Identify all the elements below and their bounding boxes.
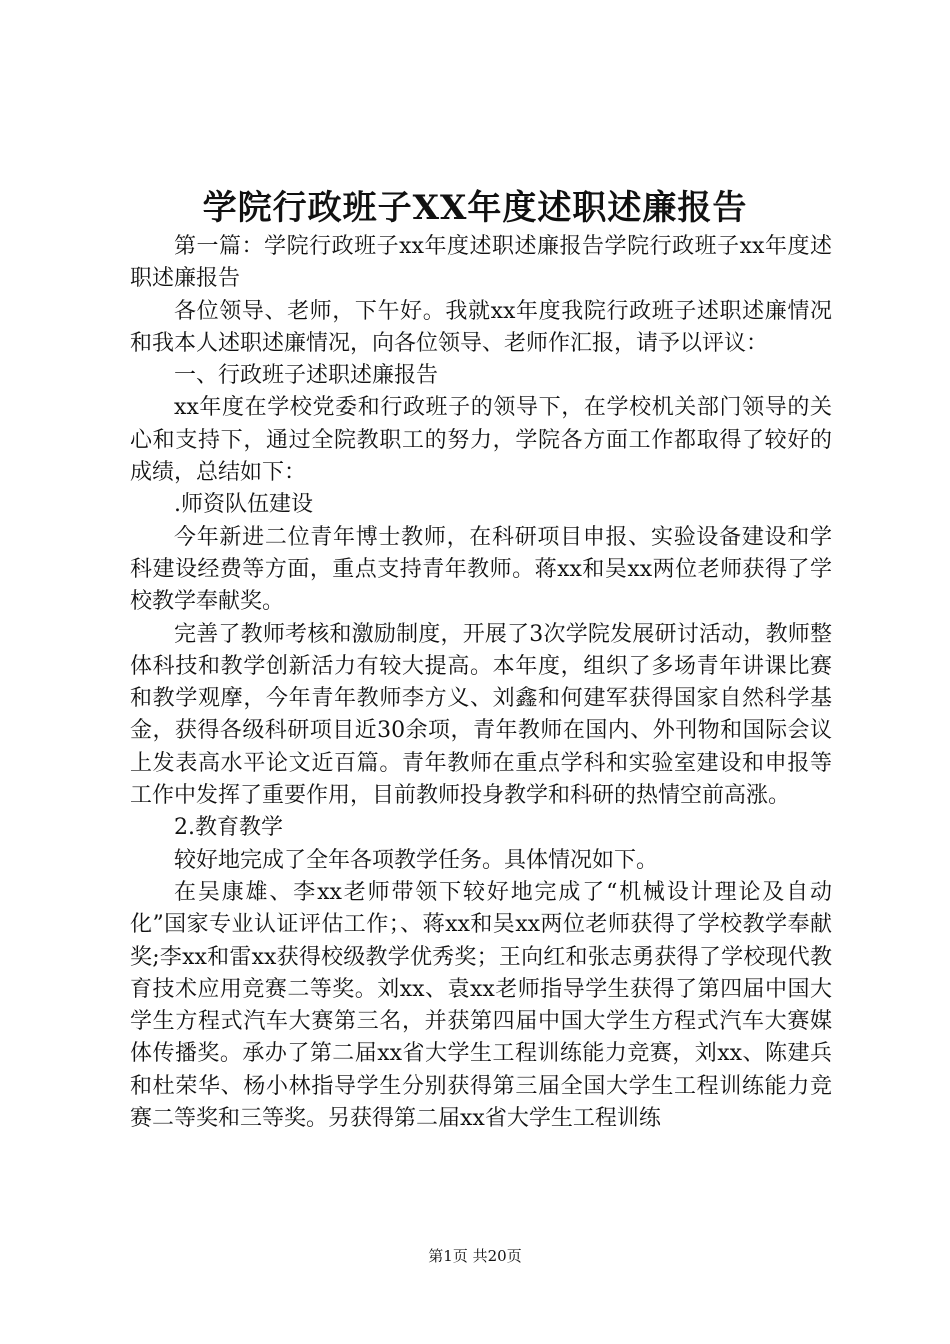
paragraph: 第一篇：学院行政班子xx年度述职述廉报告学院行政班子xx年度述职述廉报告 <box>130 234 832 292</box>
page-number: 第1页 共20页 <box>428 1247 522 1265</box>
section-heading: 一、行政班子述职述廉报告 <box>174 363 439 389</box>
paragraph: 较好地完成了全年各项教学任务。具体情况如下。 <box>174 847 659 873</box>
document-body <box>130 231 832 1135</box>
paragraph: xx年度在学校党委和行政班子的领导下，在学校机关部门领导的关心和支持下，通过全院教职工的努力，学院各方面工作都取得了较好的成绩，总结如下： <box>130 395 832 486</box>
paragraph: 在吴康雄、李xx老师带领下较好地完成了“机械设计理论及自动化”国家专业认证评估工作；、蒋xx和吴xx两位老师获得了学校教学奉献奖;李xx和雷xx获得校级教学优秀奖；王向红和张志勇获得了学校现代教育技术应用竞赛二等奖。刘xx、袁xx老师指导学生获得了第四届中国大学生方程式汽车大赛第三名，并获第四届中国大学生方程式汽车大赛媒体传播奖。承办了第二届xx省大学生工程训练能力竞赛，刘xx、陈建兵和杜荣华、杨小林指导学生分别获得第三届全国大学生工程训练能力竞赛二等奖和三等奖。另获得第二届xx省大学生工程训练 <box>130 879 832 1132</box>
paragraph: 各位领导、老师，下午好。我就xx年度我院行政班子述职述廉情况和我本人述职述廉情况，向各位领导、老师作汇报，请予以评议： <box>130 298 832 356</box>
subsection-heading: 2.教育教学 <box>174 815 283 841</box>
document-title: 学院行政班子XX年度述职述廉报告 <box>202 188 748 228</box>
subsection-heading: .师资队伍建设 <box>174 492 313 518</box>
paragraph: 今年新进二位青年博士教师，在科研项目申报、实验设备建设和学科建设经费等方面，重点支持青年教师。蒋xx和吴xx两位老师获得了学校教学奉献奖。 <box>130 524 832 615</box>
paragraph: 完善了教师考核和激励制度，开展了3次学院发展研讨活动，教师整体科技和教学创新活力有较大提高。本年度，组织了多场青年讲课比赛和教学观摩，今年青年教师李方义、刘鑫和何建军获得国家自然科学基金，获得各级科研项目近30余项，青年教师在国内、外刊物和国际会议上发表高水平论文近百篇。青年教师在重点学科和实验室建设和申报等工作中发挥了重要作用，目前教师投身教学和科研的热情空前高涨。 <box>130 621 832 809</box>
